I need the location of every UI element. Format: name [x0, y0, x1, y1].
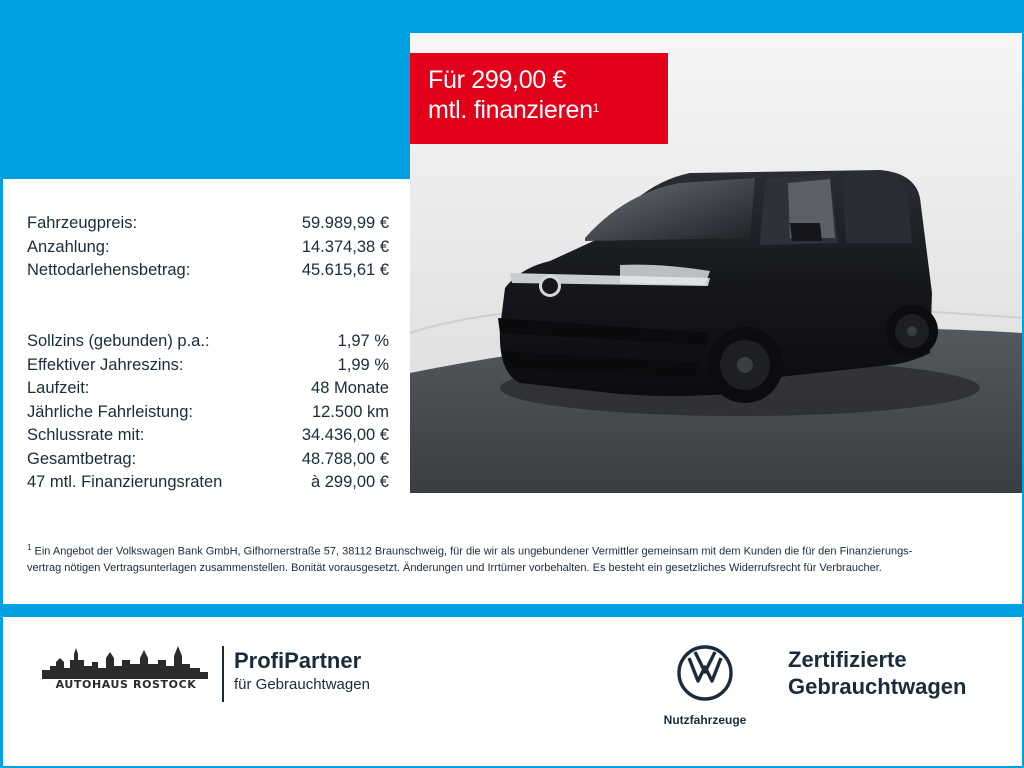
spec-label: 47 mtl. Finanzierungsraten: [27, 473, 223, 491]
footnote-line-1: [27, 540, 987, 560]
price-specs: [27, 212, 389, 283]
footer-accent-band: [0, 604, 1024, 617]
financing-specs: [27, 330, 389, 495]
footer-divider: [222, 646, 224, 702]
promo-badge: [410, 53, 668, 144]
footnote-mark: 1: [27, 543, 32, 552]
spec-value: 45.615,61 €: [301, 261, 389, 279]
partner-subtitle: für Gebrauchtwagen: [234, 676, 370, 693]
promo-price: Für 299,00 €: [428, 66, 567, 94]
spec-label: Laufzeit:: [27, 379, 90, 397]
footnote-text-2: vertrag nötigen Vertragsunterlagen zusammenstellen. Bonität vorausgesetzt. Änderungen und Irrtümer vorbehalten. Es besteht ein gesetzliches Widerrufsrecht für Verbraucher.: [27, 561, 882, 574]
spec-value: 1,97 %: [337, 332, 389, 350]
vw-logo-icon: [676, 644, 734, 702]
spec-row: [27, 259, 389, 283]
certification-label: [788, 646, 966, 700]
spec-row: [27, 377, 389, 401]
spec-row: [27, 448, 389, 472]
spec-value: 48 Monate: [311, 379, 389, 397]
promo-footnote-mark: 1: [592, 101, 600, 115]
spec-row: [27, 212, 389, 236]
legal-footnote: [27, 540, 987, 576]
spec-row: [27, 424, 389, 448]
spec-row: [27, 471, 389, 495]
spec-label: Fahrzeugpreis:: [27, 214, 138, 232]
spec-label: Effektiver Jahreszins:: [27, 355, 184, 374]
spec-label: Anzahlung:: [27, 237, 110, 256]
spec-value: 1,99 %: [337, 355, 389, 374]
certification-line-2: Gebrauchtwagen: [788, 674, 967, 699]
spec-label: Schlussrate mit:: [27, 426, 145, 444]
spec-value: 14.374,38 €: [301, 237, 389, 256]
spec-value: 48.788,00 €: [301, 449, 389, 468]
spec-row: [27, 236, 389, 260]
promo-cta-line: [428, 95, 668, 125]
promo-cta-text: mtl. finanzieren: [428, 96, 593, 124]
spec-value: 34.436,00 €: [301, 426, 389, 444]
dealer-name: AUTOHAUS ROSTOCK: [55, 678, 197, 691]
spec-label: Nettodarlehensbetrag:: [27, 261, 191, 279]
spec-value: 59.989,99 €: [301, 214, 389, 232]
spec-label: Gesamtbetrag:: [27, 449, 137, 468]
spec-value: à 299,00 €: [311, 473, 389, 491]
spec-value: 12.500 km: [311, 402, 389, 421]
spec-row: [27, 401, 389, 425]
brand-caption: Nutzfahrzeuge: [663, 713, 747, 727]
certification-line-1: Zertifizierte: [788, 647, 907, 672]
spec-row: [27, 330, 389, 354]
left-accent-block: [0, 33, 410, 179]
footnote-text-1: Ein Angebot der Volkswagen Bank GmbH, Gifhornerstraße 57, 38112 Braunschweig, für die wir als ungebundener Vermittler gemeinsam mit dem Kunden die für den Finanzierungs-: [34, 545, 913, 558]
spec-row: [27, 354, 389, 378]
top-accent-band: [0, 0, 1024, 33]
spec-label: Sollzins (gebunden) p.a.:: [27, 332, 210, 350]
partner-title: ProfiPartner: [234, 648, 362, 673]
spec-label: Jährliche Fahrleistung:: [27, 402, 193, 421]
